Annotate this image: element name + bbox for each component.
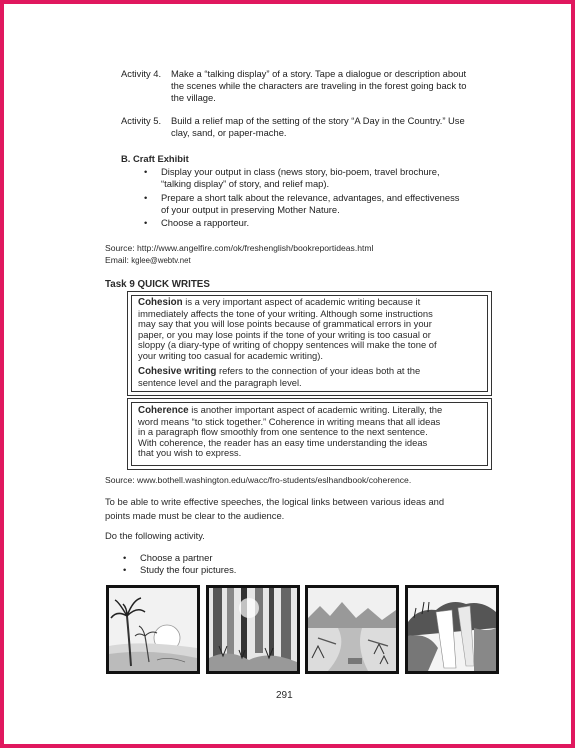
coherence-line: in a paragraph flow smoothly from one sentence to the next sentence. xyxy=(138,426,428,438)
coherence-line: is another important aspect of academic writing. Literally, the xyxy=(188,404,443,415)
source-link[interactable]: Source: www.bothell.washington.edu/wacc/fro-students/eslhandbook/coherence. xyxy=(105,475,412,485)
step-label: Choose a partner xyxy=(140,552,213,563)
speech-paragraph-line: points made must be clear to the audience. xyxy=(105,509,285,521)
email-line xyxy=(105,254,191,267)
step-item xyxy=(123,552,213,564)
coherence-term: Coherence xyxy=(138,405,189,416)
bullet-icon: • xyxy=(144,166,148,177)
picture-waterfall xyxy=(405,585,499,674)
bullet-icon: • xyxy=(144,217,148,228)
craft-bullet-line: Prepare a short talk about the relevance, advantages, and effectiveness xyxy=(161,192,460,203)
palm-sunset-icon xyxy=(109,588,197,671)
picture-river-landscape xyxy=(305,585,399,674)
email-address[interactable]: kglee@webtv.net xyxy=(131,256,191,265)
page-number: 291 xyxy=(276,690,293,701)
coherence-line: that you wish to express. xyxy=(138,447,242,459)
craft-exhibit-heading: B. Craft Exhibit xyxy=(121,153,189,164)
activity-5-line: clay, sand, or paper-mache. xyxy=(171,127,287,139)
email-label: Email: xyxy=(105,255,129,265)
activity-5-label: Activity 5. xyxy=(121,115,162,126)
cohesion-paragraph xyxy=(138,297,481,362)
river-landscape-icon xyxy=(308,588,396,671)
step-label: Study the four pictures. xyxy=(140,564,237,575)
bullet-icon: • xyxy=(123,564,127,575)
cohesion-line: may say that you will lose points because of grammatical errors in your xyxy=(138,318,432,330)
coherence-line: word means “to stick together.” Coherence in writing means that all ideas xyxy=(138,415,441,427)
cohesive-writing-line: sentence level and the paragraph level. xyxy=(138,376,302,388)
speech-paragraph xyxy=(105,495,505,522)
craft-bullet xyxy=(144,166,506,190)
bullet-icon: • xyxy=(144,192,148,203)
picture-forest xyxy=(206,585,300,674)
activity-4-line: Make a “talking display” of a story. Tape a dialogue or description about xyxy=(171,68,467,79)
source-link[interactable]: Source: http://www.angelfire.com/ok/freshenglish/bookreportideas.html xyxy=(105,243,374,253)
cohesion-line: immediately affects the tone of your writing. Although some instructions xyxy=(138,307,433,319)
cohesion-line: is a very important aspect of academic writing because it xyxy=(182,296,421,307)
cohesion-line: sloppy (a diary-type of writing of choppy sentences will make the tone of xyxy=(138,339,437,351)
activity-5-text xyxy=(171,115,505,139)
waterfall-icon xyxy=(408,588,496,671)
forest-icon xyxy=(209,588,297,671)
cohesion-term: Cohesion xyxy=(138,297,183,308)
coherence-paragraph xyxy=(138,405,481,459)
speech-paragraph-line: To be able to write effective speeches, the logical links between various ideas and xyxy=(105,496,445,507)
craft-bullet xyxy=(144,217,506,229)
cohesive-writing-paragraph xyxy=(138,366,481,388)
picture-palm-sunset xyxy=(106,585,200,674)
coherence-line: With coherence, the reader has an easy time understanding the ideas xyxy=(138,436,428,448)
craft-bullet-line: of your output in preserving Mother Nature. xyxy=(161,204,340,216)
activity-instruction: Do the following activity. xyxy=(105,530,205,541)
bullet-icon: • xyxy=(123,552,127,563)
step-item xyxy=(123,564,237,576)
activity-4-text xyxy=(171,68,505,105)
activity-4-label: Activity 4. xyxy=(121,68,162,79)
cohesion-line: paper, or you may lose points if the tone of your writing is too casual or xyxy=(138,328,431,340)
cohesive-writing-term: Cohesive writing xyxy=(138,366,217,377)
activity-4-line: the village. xyxy=(171,92,216,104)
craft-bullet-line: Display your output in class (news story, bio-poem, travel brochure, xyxy=(161,166,440,177)
cohesion-line: your writing too casual for academic writing). xyxy=(138,349,323,361)
craft-bullet-line: “talking display” of story, and relief map). xyxy=(161,178,330,190)
craft-bullet-line: Choose a rapporteur. xyxy=(161,217,250,228)
activity-4-line: the scenes while the characters are traveling in the forest going back to xyxy=(171,80,467,92)
craft-bullet xyxy=(144,192,506,216)
activity-5-line: Build a relief map of the setting of the story “A Day in the Country.” Use xyxy=(171,115,465,126)
cohesive-writing-line: refers to the connection of your ideas both at the xyxy=(216,365,421,376)
task-heading: Task 9 QUICK WRITES xyxy=(105,279,210,290)
